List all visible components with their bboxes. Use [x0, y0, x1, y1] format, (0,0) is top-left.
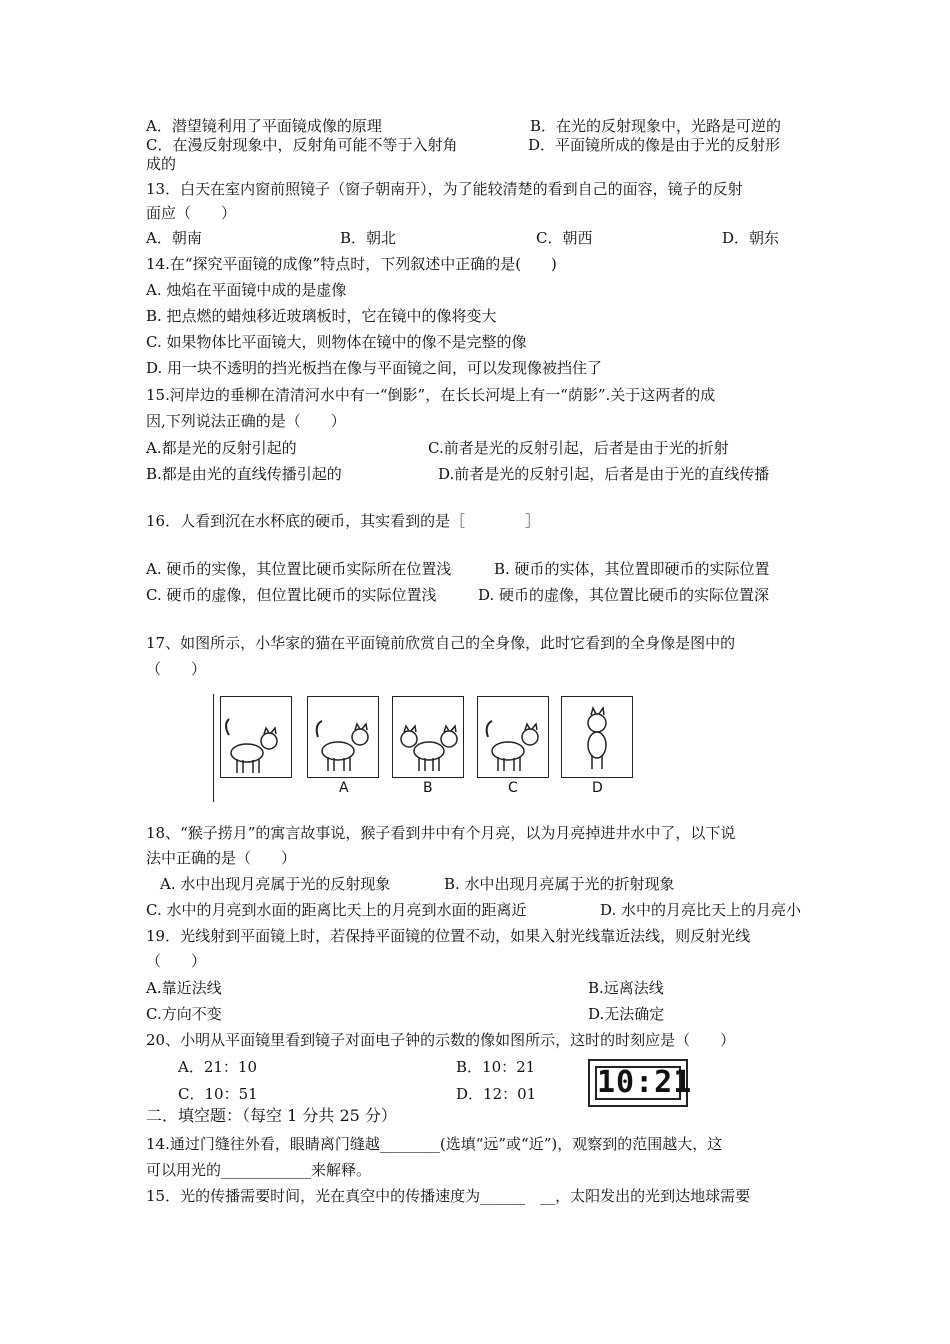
q14-option-c: C. 如果物体比平面镜大，则物体在镜中的像不是完整的像 — [146, 333, 527, 351]
q18-stem-line1: 18、“猴子捞月”的寓言故事说，猴子看到井中有个月亮，以为月亮掉进井水中了，以下说 — [146, 824, 736, 842]
q20-option-a: A．21：10 — [178, 1058, 258, 1076]
fill-15-line1: 15．光的传播需要时间，光在真空中的传播速度为______ __，太阳发出的光到达地球需要 — [146, 1187, 751, 1205]
digital-clock-figure — [588, 1059, 693, 1107]
cat-original-icon — [221, 697, 291, 777]
q13-option-b: B．朝北 — [340, 229, 397, 247]
fill-14-line1: 14.通过门缝往外看，眼睛离门缝越________(选填“远”或“近”)，观察到的范围越大，这 — [146, 1135, 723, 1153]
q19-option-c: C.方向不变 — [146, 1005, 222, 1023]
figure-label-a: A — [339, 780, 349, 796]
original-cat-frame — [220, 696, 292, 778]
cat-frame-b — [392, 696, 464, 778]
q16-stem: 16．人看到沉在水杯底的硬币，其实看到的是［ ］ — [146, 512, 541, 530]
q13-option-d: D．朝东 — [722, 229, 780, 247]
q15-stem-line1: 15.河岸边的垂柳在清清河水中有一“倒影”，在长长河堤上有一“荫影”.关于这两者的成 — [146, 386, 716, 404]
figure-label-c: C — [508, 780, 518, 796]
q16-option-b: B. 硬币的实体，其位置即硬币的实际位置 — [494, 560, 770, 578]
q18-stem-line2: 法中正确的是（ ） — [146, 849, 297, 867]
q20-option-b: B．10：21 — [456, 1058, 536, 1076]
q14-option-b: B. 把点燃的蜡烛移近玻璃板时，它在镜中的像将变大 — [146, 307, 497, 325]
q18-option-b: B. 水中出现月亮属于光的折射现象 — [444, 875, 675, 893]
q12-option-d: D．平面镜所成的像是由于光的反射形 — [528, 136, 781, 154]
q13-option-a: A．朝南 — [146, 229, 202, 247]
cat-c-icon — [478, 697, 548, 777]
q13-option-c: C．朝西 — [536, 229, 593, 247]
q14-option-d: D. 用一块不透明的挡光板挡在像与平面镜之间，可以发现像被挡住了 — [146, 359, 603, 377]
section-2-title: 二．填空题：（每空 1 分共 25 分） — [146, 1106, 397, 1125]
clock-display: 10:21 — [597, 1065, 693, 1100]
q15-option-c: C.前者是光的反射引起，后者是由于光的折射 — [428, 439, 729, 457]
q15-stem-line2: 因,下列说法正确的是（ ） — [146, 412, 346, 430]
cat-frame-a — [307, 696, 379, 778]
q16-option-c: C. 硬币的虚像，但位置比硬币的实际位置浅 — [146, 586, 437, 604]
q17-stem-line2: （ ） — [146, 660, 207, 678]
q20-option-c: C．10：51 — [178, 1085, 258, 1103]
cat-frame-d — [561, 696, 633, 778]
cat-a-icon — [308, 697, 378, 777]
q14-stem: 14.在“探究平面镜的成像”特点时，下列叙述中正确的是( ) — [146, 255, 557, 273]
figure-label-b: B — [423, 780, 433, 796]
cat-b-icon — [393, 697, 463, 777]
q20-option-d: D．12：01 — [456, 1085, 537, 1103]
cat-d-icon — [562, 697, 632, 777]
q17-stem-line1: 17、如图所示，小华家的猫在平面镜前欣赏自己的全身像，此时它看到的全身像是图中的 — [146, 634, 736, 652]
q16-option-d: D. 硬币的虚像，其位置比硬币的实际位置深 — [478, 586, 770, 604]
q18-option-a: A. 水中出现月亮属于光的反射现象 — [160, 875, 391, 893]
q15-option-d: D.前者是光的反射引起，后者是由于光的直线传播 — [438, 465, 770, 483]
q15-option-b: B.都是由光的直线传播引起的 — [146, 465, 342, 483]
q19-stem-line1: 19．光线射到平面镜上时，若保持平面镜的位置不动，如果入射光线靠近法线，则反射光线 — [146, 927, 751, 945]
q18-option-c: C. 水中的月亮到水面的距离比天上的月亮到水面的距离近 — [146, 901, 527, 919]
q16-option-a: A. 硬币的实像，其位置比硬币实际所在位置浅 — [146, 560, 452, 578]
q19-option-d: D.无法确定 — [588, 1005, 665, 1023]
q12-option-a: A．潜望镜利用了平面镜成像的原理 — [146, 117, 382, 135]
q19-option-b: B.远离法线 — [588, 979, 664, 997]
cat-frame-c — [477, 696, 549, 778]
q12-option-b: B．在光的反射现象中，光路是可逆的 — [530, 117, 782, 135]
q19-stem-line2: （ ） — [146, 952, 207, 970]
fill-14-line2: 可以用光的____________来解释。 — [146, 1161, 372, 1179]
q12-option-d-cont: 成的 — [146, 155, 177, 173]
q20-stem: 20、小明从平面镜里看到镜子对面电子钟的示数的像如图所示，这时的时刻应是（ ） — [146, 1031, 736, 1049]
figure-label-d: D — [592, 780, 603, 796]
cat-mirror-figure — [213, 694, 634, 802]
q19-option-a: A.靠近法线 — [146, 979, 222, 997]
q15-option-a: A.都是光的反射引起的 — [146, 439, 297, 457]
q13-stem-line1: 13．白天在室内窗前照镜子（窗子朝南开），为了能较清楚的看到自己的面容，镜子的反射 — [146, 180, 743, 198]
q12-option-c: C．在漫反射现象中，反射角可能不等于入射角 — [146, 136, 458, 154]
q18-option-d: D. 水中的月亮比天上的月亮小 — [600, 901, 802, 919]
q14-option-a: A. 烛焰在平面镜中成的是虚像 — [146, 281, 347, 299]
q13-stem-line2: 面应（ ） — [146, 204, 237, 222]
